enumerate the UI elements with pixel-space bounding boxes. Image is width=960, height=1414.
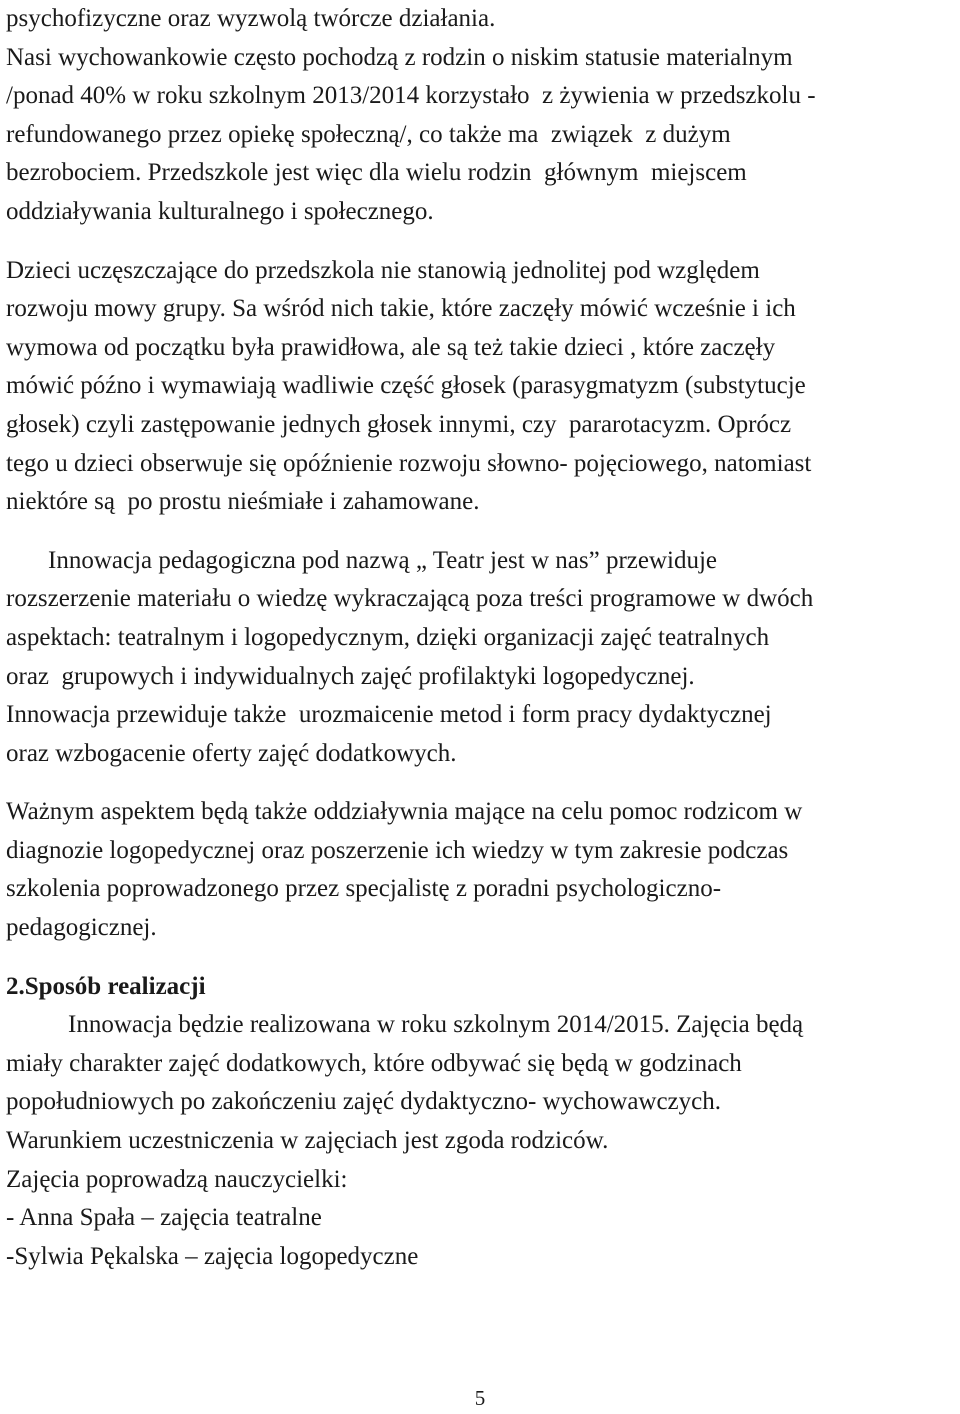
text-line: oddziaływania kulturalnego i społecznego. xyxy=(6,197,434,225)
text-line: pedagogicznej. xyxy=(6,914,157,942)
text-line: aspektach: teatralnym i logopedycznym, dzięki organizacji zajęć teatralnych xyxy=(6,623,770,651)
list-item: - Anna Spała – zajęcia teatralne xyxy=(6,1204,322,1232)
text-line: mówić późno i wymawiają wadliwie część głosek (parasygmatyzm (substytucje xyxy=(6,372,806,400)
text-line: diagnozie logopedycznej oraz poszerzenie ich wiedzy w tym zakresie podczas xyxy=(6,836,789,864)
paragraph-realization xyxy=(6,1006,956,1276)
text-line: tego u dzieci obserwuje się opóźnienie rozwoju słowno- pojęciowego, natomiast xyxy=(6,449,812,477)
list-item: -Sylwia Pękalska – zajęcia logopedyczne xyxy=(6,1242,419,1270)
text-line: psychofizyczne oraz wyzwolą twórcze działania. xyxy=(6,5,496,32)
page-number: 5 xyxy=(474,1386,486,1410)
text-line: bezrobociem. Przedszkole jest więc dla wielu rodzin głównym miejscem xyxy=(6,159,747,187)
text-line: /ponad 40% w roku szkolnym 2013/2014 korzystało z żywienia w przedszkolu - xyxy=(6,82,816,110)
paragraph-parents-support xyxy=(6,793,956,947)
text-line: Dzieci uczęszczające do przedszkola nie stanowią jednolitej pod względem xyxy=(6,256,760,284)
text-line: rozwoju mowy grupy. Sa wśród nich takie, które zaczęły mówić wcześnie i ich xyxy=(6,295,796,323)
text-line: Zajęcia poprowadzą nauczycielki: xyxy=(6,1165,348,1193)
text-line: refundowanego przez opiekę społeczną/, co także ma związek z dużym xyxy=(6,120,731,148)
text-line: Nasi wychowankowie często pochodzą z rodzin o niskim statusie materialnym xyxy=(6,43,793,71)
text-line: Ważnym aspektem będą także oddziaływnia mające na celu pomoc rodzicom w xyxy=(6,798,803,826)
document-page xyxy=(6,0,956,1276)
text-line: głosek) czyli zastępowanie jednych głosek innymi, czy pararotacyzm. Oprócz xyxy=(6,410,792,438)
text-line: Innowacja będzie realizowana w roku szkolnym 2014/2015. Zajęcia będą xyxy=(68,1011,804,1039)
text-line: szkolenia poprowadzonego przez specjalistę z poradni psychologiczno- xyxy=(6,875,722,903)
text-line: oraz wzbogacenie oferty zajęć dodatkowych. xyxy=(6,739,457,767)
text-line: Warunkiem uczestniczenia w zajęciach jest zgoda rodziców. xyxy=(6,1127,609,1155)
paragraph-speech-development xyxy=(6,252,956,522)
text-line: oraz grupowych i indywidualnych zajęć profilaktyki logopedycznej. xyxy=(6,662,695,690)
text-line: wymowa od początku była prawidłowa, ale są też takie dzieci , które zaczęły xyxy=(6,333,776,361)
text-line: rozszerzenie materiału o wiedzę wykraczającą poza treści programowe w dwóch xyxy=(6,585,814,613)
paragraph-innovation xyxy=(6,542,956,774)
text-line: miały charakter zajęć dodatkowych, które odbywać się będą w godzinach xyxy=(6,1049,742,1077)
paragraph-family-background xyxy=(6,0,956,232)
text-line: popołudniowych po zakończeniu zajęć dydaktyczno- wychowawczych. xyxy=(6,1088,722,1116)
text-line: Innowacja pedagogiczna pod nazwą „ Teatr jest w nas” przewiduje xyxy=(48,546,718,574)
section-heading: 2.Sposób realizacji xyxy=(6,972,206,1000)
text-line: niektóre są po prostu nieśmiałe i zahamowane. xyxy=(6,488,480,516)
text-line: Innowacja przewiduje także urozmaicenie metod i form pracy dydaktycznej xyxy=(6,701,772,729)
